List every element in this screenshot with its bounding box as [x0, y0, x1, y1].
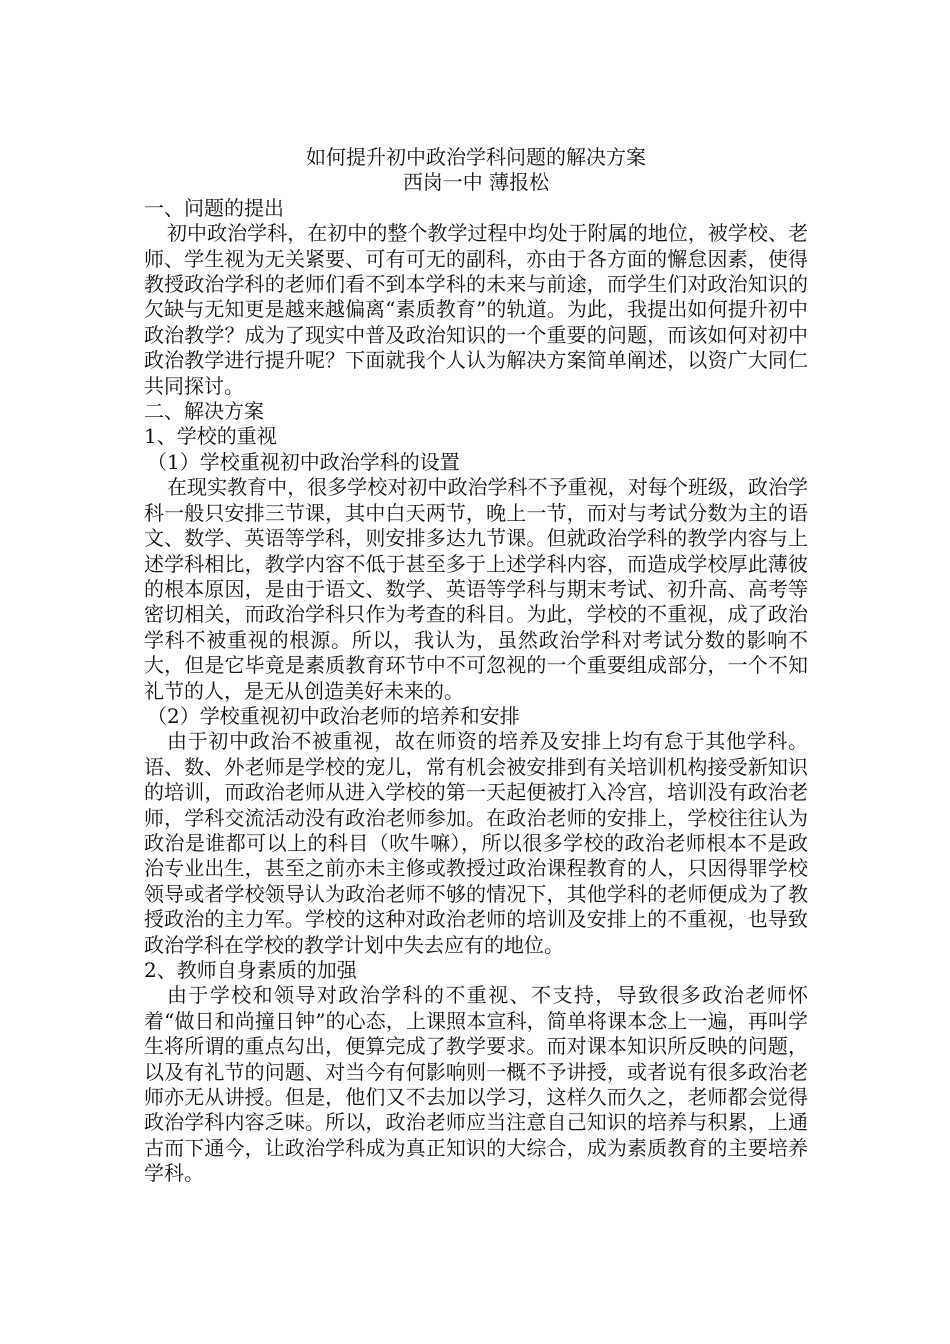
subheading-school: 1、学校的重视 — [144, 424, 277, 449]
section-heading-solution: 二、解决方案 — [144, 399, 264, 424]
paragraph-problem: 初中政治学科，在初中的整个教学过程中均处于附属的地位，被学校、老师、学生视为无关紧要、可有可无的副科，亦由于各方面的懈怠因素，使得教授政治学科的老师们看不到本学科的未来与前途，而学生们对政治知识的欠缺与无知更是越来越偏离“素质教育”的轨道。为此，我提出如何提升初中政治教学？成为了现实中普及政治知识的一个重要的问题，而该如何对初中政治教学进行提升呢？下面就我个人认为解决方案简单阐述，以资广大同仁共同探讨。 — [144, 221, 808, 398]
document-page — [144, 145, 808, 1187]
paragraph-course-setting: 在现实教育中，很多学校对初中政治学科不予重视，对每个班级，政治学科一般只安排三节课，其中白天两节，晚上一节，而对与考试分数为主的语文、数学、英语等学科，则安排多达九节课。但就政治学科的教学内容与上述学科相比，教学内容不低于甚至多于上述学科内容，而造成学校厚此薄彼的根本原因，是由于语文、数学、英语等学科与期末考试、初升高、高考等密切相关，而政治学科只作为考查的科目。为此，学校的不重视，成了政治学科不被重视的根源。所以，我认为，虽然政治学科对考试分数的影响不大，但是它毕竟是素质教育环节中不可忽视的一个重要组成部分，一个不知礼节的人，是无从创造美好未来的。 — [144, 475, 808, 703]
paragraph-teacher-training: 由于初中政治不被重视，故在师资的培养及安排上均有怠于其他学科。语、数、外老师是学校的宠儿，常有机会被安排到有关培训机构接受新知识的培训，而政治老师从进入学校的第一天起便被打入冷宫，培训没有政治老师，学科交流活动没有政治老师参加。在政治老师的安排上，学校往往认为政治是谁都可以上的科目（吹牛嘛），所以很多学校的政治老师根本不是政治专业出生，甚至之前亦未主修或教授过政治课程教育的人，只因得罪学校领导或者学校领导认为政治老师不够的情况下，其他学科的老师便成为了教授政治的主力军。学校的这种对政治老师的培训及安排上的不重视，也导致政治学科在学校的教学计划中失去应有的地位。 — [144, 729, 808, 957]
subheading-school-course-setting: （1）学校重视初中政治学科的设置 — [147, 449, 460, 474]
subheading-teacher-quality: 2、教师自身素质的加强 — [144, 958, 357, 982]
subheading-school-teacher-training: （2）学校重视初中政治老师的培养和安排 — [147, 703, 520, 728]
paragraph-teacher-quality: 由于学校和领导对政治学科的不重视、不支持，导致很多政治老师怀着“做日和尚撞日钟”的心态，上课照本宣科，简单将课本念上一遍，再叫学生将所谓的重点勾出，便算完成了教学要求。而对课本知识所反映的问题，以及有礼节的问题、对当今有何影响则一概不予讲授，或者说有很多政治老师亦无从讲授。但是，他们又不去加以学习，这样久而久之，老师都会觉得政治学科内容乏味。所以，政治老师应当注意自己知识的培养与积累，上通古而下通今，让政治学科成为真正知识的大综合，成为素质教育的主要培养学科。 — [144, 983, 808, 1186]
document-title: 如何提升初中政治学科问题的解决方案 — [306, 145, 646, 169]
section-heading-problem: 一、问题的提出 — [144, 195, 284, 220]
document-author: 西岗一中 薄报松 — [402, 170, 550, 195]
